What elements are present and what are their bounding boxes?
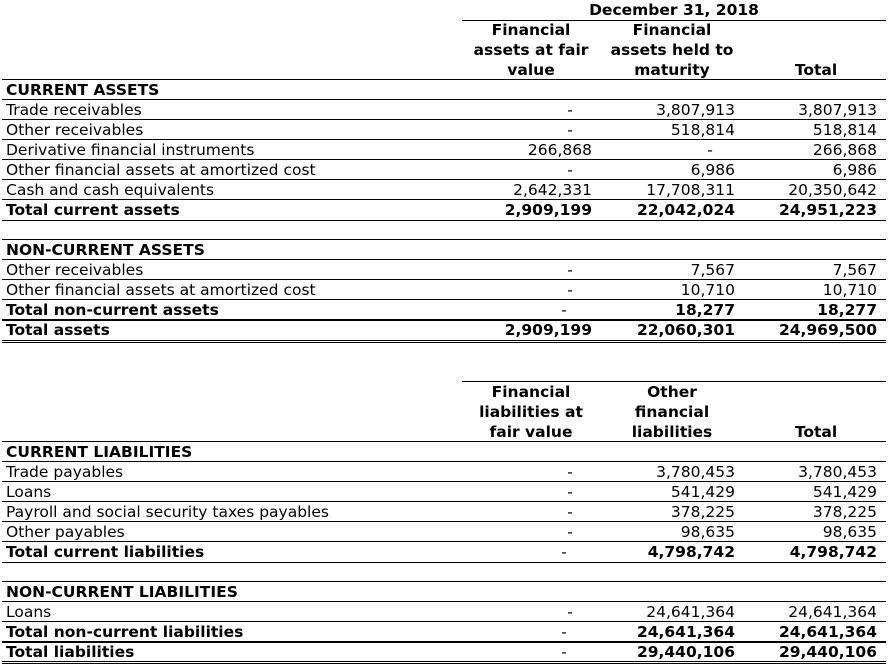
cell-fair-value: - bbox=[567, 161, 573, 179]
cell-total: 24,969,500 bbox=[778, 321, 877, 339]
cell-total: 7,567 bbox=[832, 261, 877, 279]
cell-held: 22,042,024 bbox=[636, 201, 735, 219]
cell-total: 18,277 bbox=[817, 301, 877, 319]
cell-fair-value: - bbox=[567, 261, 573, 279]
cell-held: 7,567 bbox=[690, 261, 735, 279]
cell-fair-value: - bbox=[567, 523, 573, 541]
cell-fair-value: 266,868 bbox=[527, 141, 592, 159]
cell-fair-value: - bbox=[567, 463, 573, 481]
cell-total: 266,868 bbox=[812, 141, 877, 159]
row-label: Derivative financial instruments bbox=[6, 141, 255, 159]
cell-fair-value: - bbox=[561, 643, 567, 661]
section-title-noncurrent-assets: NON-CURRENT ASSETS bbox=[6, 241, 205, 259]
double-rule bbox=[2, 663, 886, 664]
cell-total: 518,814 bbox=[812, 121, 877, 139]
cell-other: 24,641,364 bbox=[646, 603, 735, 621]
row-label: Cash and cash equivalents bbox=[6, 181, 215, 199]
row-label: Total assets bbox=[6, 321, 110, 339]
col-header-other-financial: Other financial liabilities bbox=[631, 383, 713, 441]
cell-total: 10,710 bbox=[822, 281, 877, 299]
cell-fair-value: - bbox=[567, 603, 573, 621]
cell-held: 518,814 bbox=[670, 121, 735, 139]
cell-other: 98,635 bbox=[680, 523, 735, 541]
col-header-fair-value: Financial liabilities at fair value bbox=[479, 383, 583, 441]
row-label: Total current assets bbox=[6, 201, 180, 219]
cell-fair-value: - bbox=[561, 301, 567, 319]
cell-fair-value: - bbox=[567, 121, 573, 139]
cell-total: 98,635 bbox=[822, 523, 877, 541]
row-label: Loans bbox=[6, 483, 52, 501]
period-heading: December 31, 2018 bbox=[589, 1, 759, 19]
cell-other: 378,225 bbox=[670, 503, 735, 521]
row-label: Total non-current liabilities bbox=[6, 623, 244, 641]
cell-total: 6,986 bbox=[832, 161, 877, 179]
cell-total: 3,780,453 bbox=[798, 463, 877, 481]
cell-held: - bbox=[707, 141, 713, 159]
cell-fair-value: 2,909,199 bbox=[504, 201, 592, 219]
cell-total: 29,440,106 bbox=[778, 643, 877, 661]
cell-other: 541,429 bbox=[670, 483, 735, 501]
row-label: Trade payables bbox=[6, 463, 124, 481]
cell-held: 10,710 bbox=[680, 281, 735, 299]
row-label: Payroll and social security taxes payables bbox=[6, 503, 329, 521]
cell-held: 18,277 bbox=[675, 301, 735, 319]
cell-fair-value: - bbox=[567, 503, 573, 521]
cell-other: 29,440,106 bbox=[636, 643, 735, 661]
cell-fair-value: - bbox=[567, 483, 573, 501]
cell-total: 24,641,364 bbox=[778, 623, 877, 641]
row-label: Other payables bbox=[6, 523, 125, 541]
cell-held: 22,060,301 bbox=[636, 321, 735, 339]
cell-held: 17,708,311 bbox=[646, 181, 735, 199]
col-header-total: Total bbox=[794, 423, 838, 441]
double-rule bbox=[2, 340, 886, 341]
cell-other: 4,798,742 bbox=[647, 543, 735, 561]
cell-total: 4,798,742 bbox=[789, 543, 877, 561]
col-header-fair-value: Financial assets at fair value bbox=[473, 21, 589, 79]
row-label: Total non-current assets bbox=[6, 301, 219, 319]
cell-other: 3,780,453 bbox=[656, 463, 735, 481]
cell-fair-value: - bbox=[567, 101, 573, 119]
row-label: Other receivables bbox=[6, 261, 144, 279]
cell-total: 24,641,364 bbox=[788, 603, 877, 621]
cell-fair-value: 2,909,199 bbox=[504, 321, 592, 339]
col-header-held-to-maturity: Financial assets held to maturity bbox=[610, 21, 734, 79]
cell-other: 24,641,364 bbox=[636, 623, 735, 641]
cell-fair-value: 2,642,331 bbox=[513, 181, 592, 199]
cell-fair-value: - bbox=[567, 281, 573, 299]
cell-held: 6,986 bbox=[690, 161, 735, 179]
cell-total: 24,951,223 bbox=[778, 201, 877, 219]
cell-total: 378,225 bbox=[812, 503, 877, 521]
col-header-total: Total bbox=[794, 61, 838, 79]
double-rule bbox=[2, 661, 886, 662]
section-title-current-assets: CURRENT ASSETS bbox=[6, 81, 160, 99]
row-rule bbox=[2, 220, 886, 221]
row-label: Trade receivables bbox=[6, 101, 142, 119]
cell-held: 3,807,913 bbox=[656, 101, 735, 119]
row-label: Other financial assets at amortized cost bbox=[6, 281, 316, 299]
cell-total: 3,807,913 bbox=[798, 101, 877, 119]
row-label: Total current liabilities bbox=[6, 543, 205, 561]
cell-fair-value: - bbox=[561, 543, 567, 561]
row-label: Other receivables bbox=[6, 121, 144, 139]
row-rule bbox=[2, 562, 886, 563]
cell-total: 541,429 bbox=[812, 483, 877, 501]
row-label: Other financial assets at amortized cost bbox=[6, 161, 316, 179]
row-label: Loans bbox=[6, 603, 52, 621]
section-title-current-liabilities: CURRENT LIABILITIES bbox=[6, 443, 193, 461]
cell-total: 20,350,642 bbox=[788, 181, 877, 199]
section-title-noncurrent-liabilities: NON-CURRENT LIABILITIES bbox=[6, 583, 238, 601]
double-rule bbox=[2, 342, 886, 343]
row-label: Total liabilities bbox=[6, 643, 135, 661]
cell-fair-value: - bbox=[561, 623, 567, 641]
